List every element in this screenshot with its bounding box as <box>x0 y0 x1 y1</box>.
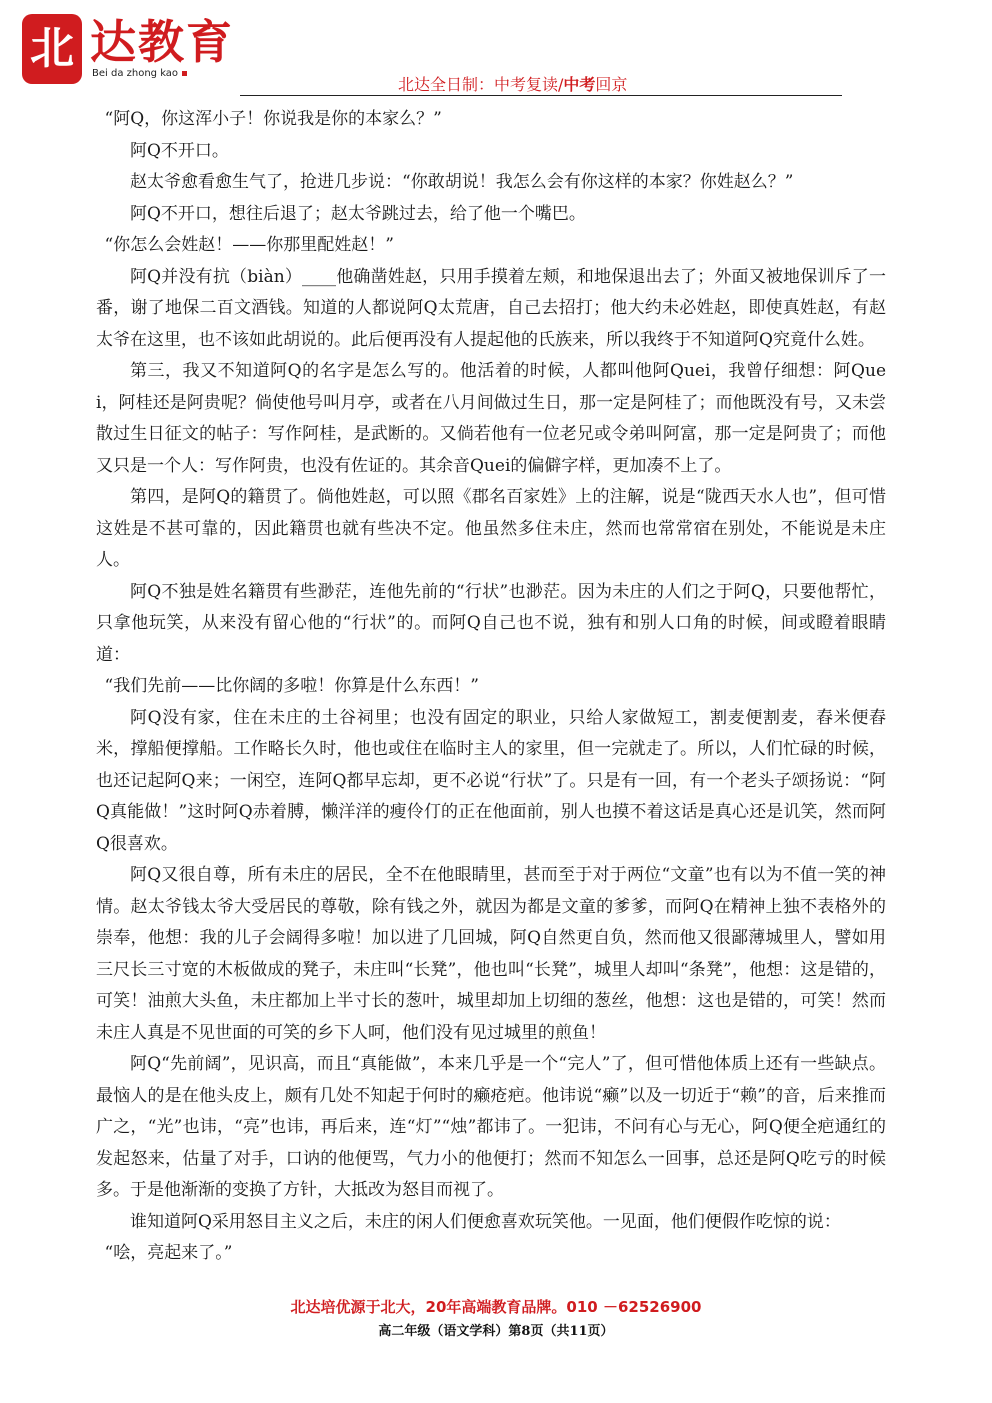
page-header <box>0 0 992 100</box>
logo-mark: 北 <box>22 14 82 84</box>
logo-subtitle <box>92 68 187 79</box>
tagline-part-c: 回京 <box>595 75 628 94</box>
header-tagline <box>398 72 627 95</box>
footer-promo: 北达培优源于北大，20年高端教育品牌。010 －62526900 <box>290 1298 702 1316</box>
paragraph: 第三，我又不知道阿Q的名字是怎么写的。他活着的时候，人都叫他阿Quei，我曾仔细想：阿Quei，阿桂还是阿贵呢？倘使他号叫月亭，或者在八月间做过生日，那一定是阿桂了；而他既没有号，又未尝散过生日征文的帖子：写作阿桂，是武断的。又倘若他有一位老兄或令弟叫阿富，那一定是阿贵了；而他又只是一个人：写作阿贵，也没有佐证的。其余音Quei的偏僻字样，更加凑不上了。 <box>96 361 886 476</box>
paragraph: 阿Q又很自尊，所有未庄的居民，全不在他眼睛里，甚而至于对于两位“文童”也有以为不值一笑的神情。赵太爷钱太爷大受居民的尊敬，除有钱之外，就因为都是文童的爹爹，而阿Q在精神上独不表格外的崇奉，他想：我的儿子会阔得多啦！加以进了几回城，阿Q自然更自负，然而他又很鄙薄城里人，譬如用三尺长三寸宽的木板做成的凳子，未庄叫“长凳”，他也叫“长凳”，城里人却叫“条凳”，他想：这是错的，可笑！油煎大头鱼，未庄都加上半寸长的葱叶，城里却加上切细的葱丝，他想：这也是错的，可笑！然而未庄人真是不见世面的可笑的乡下人呵，他们没有见过城里的煎鱼！ <box>96 865 886 1043</box>
paragraph: 阿Q不开口。 <box>130 140 229 161</box>
logo-text: 达教育 <box>90 15 234 69</box>
paragraph: “你怎么会姓赵！——你那里配姓赵！” <box>104 235 394 255</box>
logo-dot-icon <box>182 71 187 76</box>
paragraph: 赵太爷愈看愈生气了，抢进几步说：“你敢胡说！我怎么会有你这样的本家？你姓赵么？” <box>130 172 794 192</box>
footer-page-info: 高二年级（语文学科）第8页（共11页） <box>378 1324 614 1339</box>
paragraph: “阿Q，你这浑小子！你说我是你的本家么？” <box>104 109 442 129</box>
header-divider <box>240 95 842 96</box>
tagline-part-a: 北达全日制：中考复读/ <box>398 75 564 94</box>
document-body <box>96 104 886 1270</box>
tagline-part-b: 中考 <box>563 75 596 94</box>
paragraph: “我们先前——比你阔的多啦！你算是什么东西！” <box>104 676 479 696</box>
paragraph: 阿Q不独是姓名籍贯有些渺茫，连他先前的“行状”也渺茫。因为未庄的人们之于阿Q，只要他帮忙，只拿他玩笑，从来没有留心他的“行状”的。而阿Q自己也不说，独有和别人口角的时候，间或瞪着眼睛道： <box>96 581 886 665</box>
paragraph: 阿Q不开口，想往后退了；赵太爷跳过去，给了他一个嘴巴。 <box>130 203 586 224</box>
logo-subtitle-text: Bei da zhong kao <box>92 68 179 79</box>
paragraph: 阿Q没有家，住在未庄的土谷祠里；也没有固定的职业，只给人家做短工，割麦便割麦，舂米便舂米，撑船便撑船。工作略长久时，他也或住在临时主人的家里，但一完就走了。所以，人们忙碌的时候，也还记起阿Q来；一闲空，连阿Q都早忘却，更不必说“行状”了。只是有一回，有一个老头子颂扬说：“阿Q真能做！”这时阿Q赤着膊，懒洋洋的瘦伶仃的正在他面前，别人也摸不着这话是真心还是讥笑，然而阿Q很喜欢。 <box>96 707 886 854</box>
paragraph: 阿Q“先前阔”，见识高，而且“真能做”，本来几乎是一个“完人”了，但可惜他体质上还有一些缺点。最恼人的是在他头皮上，颇有几处不知起于何时的癞疮疤。他讳说“癞”以及一切近于“赖”的音，后来推而广之，“光”也讳，“亮”也讳，再后来，连“灯”“烛”都讳了。一犯讳，不问有心与无心，阿Q便全疤通红的发起怒来，估量了对手，口讷的他便骂，气力小的他便打；然而不知怎么一回事，总还是阿Q吃亏的时候多。于是他渐渐的变换了方针，大抵改为怒目而视了。 <box>96 1054 886 1200</box>
paragraph: 谁知道阿Q采用怒目主义之后，未庄的闲人们便愈喜欢玩笑他。一见面，他们便假作吃惊的说： <box>130 1211 841 1232</box>
paragraph: 第四，是阿Q的籍贯了。倘他姓赵，可以照《郡名百家姓》上的注解，说是“陇西天水人也”，但可惜这姓是不甚可靠的，因此籍贯也就有些决不定。他虽然多住未庄，然而也常常宿在别处，不能说是未庄人。 <box>96 487 886 570</box>
paragraph: 阿Q并没有抗（biàn）____他确凿姓赵，只用手摸着左颊，和地保退出去了；外面又被地保训斥了一番，谢了地保二百文酒钱。知道的人都说阿Q太荒唐，自己去招打；他大约未必姓赵，即使真姓赵，有赵太爷在这里，也不该如此胡说的。此后便再没有人提起他的氏族来，所以我终于不知道阿Q究竟什么姓。 <box>96 266 886 350</box>
paragraph: “哙，亮起来了。” <box>104 1243 233 1263</box>
